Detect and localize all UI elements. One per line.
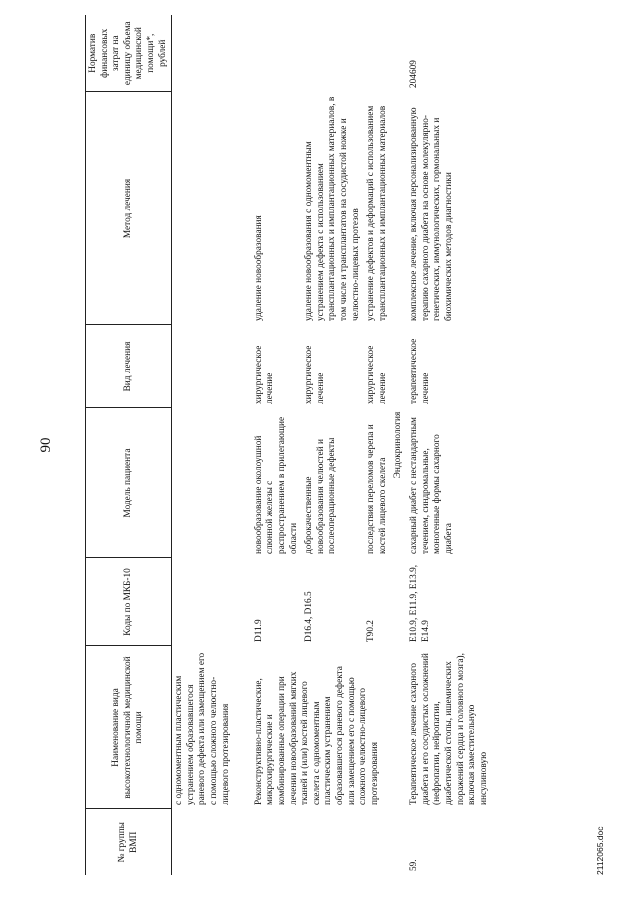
cell-num bbox=[364, 809, 391, 875]
cell-norm bbox=[252, 15, 302, 92]
header-name: Наименование вида высокотехнологичной медицинской помощи bbox=[86, 646, 172, 809]
header-norm: Норматив финансовых затрат на единицу объема медицинской помощи*, рублей bbox=[86, 15, 172, 92]
section-row bbox=[391, 15, 407, 875]
cell-num bbox=[252, 809, 302, 875]
table-row bbox=[172, 15, 252, 875]
cell-num bbox=[302, 809, 364, 875]
cell-type: хирургическое лечение bbox=[253, 345, 276, 404]
cell-type bbox=[172, 325, 252, 408]
header-codes: Коды по МКБ-10 bbox=[86, 558, 172, 646]
cell-codes: D16.4, D16.5 bbox=[304, 591, 315, 642]
cell-name: Терапевтическое лечение сахарного диабета и его сосудистых осложнений (нефропатии, нейропатии, диабетической стопы, ишемических поражений сердца и головного мозга), включая заместительную инсулиновую bbox=[409, 653, 489, 805]
cell-model: последствия переломов черепа и костей лицевого скелета bbox=[366, 424, 388, 554]
cell-model: сахарный диабет с нестандартным течением, синдромальные, моногенные формы сахарного диабета bbox=[409, 417, 454, 554]
cell-num bbox=[172, 809, 252, 875]
cell-model: новообразование околоушной слюнной железы с распространением в прилегающие области bbox=[253, 416, 299, 554]
cell-codes: D11.9 bbox=[253, 619, 264, 642]
cell-name: с одномоментным пластическим устранением образовавшегося раневого дефекта или замещением его с помощью сложного челюстно-лицевого протезирования bbox=[174, 652, 231, 805]
cell-method bbox=[172, 92, 252, 325]
cell-type: хирургическое лечение bbox=[304, 345, 326, 404]
rotated-page-content bbox=[30, 15, 610, 875]
cell-type: терапевтическое лечение bbox=[409, 338, 431, 404]
page-number: 90 bbox=[38, 437, 54, 453]
cell-norm bbox=[302, 15, 364, 92]
cell-model: доброкачественные новообразования челюстей и послеоперационные дефекты bbox=[304, 437, 338, 554]
cell-method: комплексное лечение, включая персонализированную терапию сахарного диабета на основе молекулярно-генетических, иммунологических, гормональных и биохимических методов диагностики bbox=[409, 107, 454, 321]
footer-doc-code: 2112065.doc bbox=[595, 826, 605, 875]
cell-codes: T90.2 bbox=[366, 620, 377, 642]
cell-model bbox=[172, 408, 252, 558]
cell-name: Реконструктивно-пластические, микрохирургические и комбинированные операции при лечении новообразований мягких тканей и (или) костей лицевого скелета с одномоментным пластическим устранением образовавшегося раневого дефекта или замещением его с помощью сложного челюстно-лицевого протезирования bbox=[253, 666, 380, 805]
cell-method: удаление новообразования с одномоментным устранением дефекта с использованием трансплантационных и имплантационных материалов, в том числе и трансплантатов на сосудистой ножке и челюстно-лицевых протезов bbox=[304, 96, 361, 321]
table-row bbox=[407, 15, 492, 875]
header-method: Метод лечения bbox=[86, 92, 172, 325]
cell-type: хирургическое лечение bbox=[366, 345, 388, 404]
cell-method: удаление новообразования bbox=[253, 215, 264, 321]
header-num: № группы ВМП bbox=[86, 809, 172, 875]
table-row bbox=[252, 15, 302, 875]
cell-norm: 204609 bbox=[409, 60, 420, 88]
cell-codes bbox=[172, 558, 252, 646]
table-header-row bbox=[86, 15, 172, 875]
cell-codes: E10.9, E11.9, E13.9, E14.9 bbox=[409, 564, 431, 642]
cell-num: 59. bbox=[409, 859, 420, 871]
section-title: Эндокринология bbox=[393, 411, 404, 479]
cell-method: устранение дефектов и деформаций с использованием трансплантационных и имплантационных материалов bbox=[366, 105, 388, 321]
cell-norm bbox=[172, 15, 252, 92]
header-type: Вид лечения bbox=[86, 325, 172, 408]
header-model: Модель пациента bbox=[86, 408, 172, 558]
cell-norm bbox=[364, 15, 391, 92]
vmp-table bbox=[85, 15, 492, 875]
